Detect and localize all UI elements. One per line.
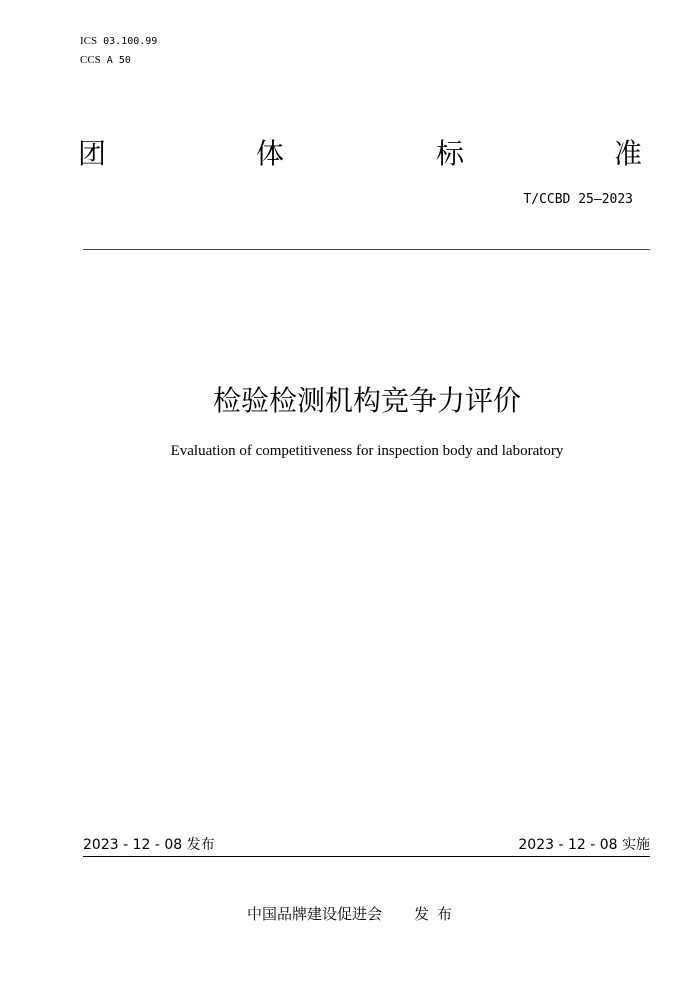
publisher-action: 发布	[414, 905, 461, 923]
ccs-label: CCS	[80, 54, 101, 66]
ccs-code: A 50	[106, 55, 131, 66]
bottom-divider	[83, 856, 650, 857]
issue-date: 2023 - 12 - 08 发布	[83, 837, 215, 853]
ics-code: 03.100.99	[103, 36, 158, 47]
title-chinese: 检验检测机构竞争力评价	[212, 384, 521, 417]
title-english: Evaluation of competitiveness for inspection body and laboratory	[170, 443, 564, 459]
standard-type-char: 准	[614, 137, 643, 170]
standard-type-char: 标	[436, 137, 465, 170]
publisher-name: 中国品牌建设促进会	[247, 905, 383, 923]
standard-type-char: 团	[78, 137, 107, 170]
standard-type-char: 体	[256, 137, 285, 170]
ics-label: ICS	[80, 35, 98, 47]
ics-line	[80, 31, 157, 52]
publisher-line	[247, 903, 460, 925]
ccs-line	[80, 50, 131, 71]
implementation-date: 2023 - 12 - 08 实施	[518, 837, 650, 853]
top-divider	[83, 249, 650, 250]
standard-number: T/CCBD 25—2023	[523, 192, 633, 207]
